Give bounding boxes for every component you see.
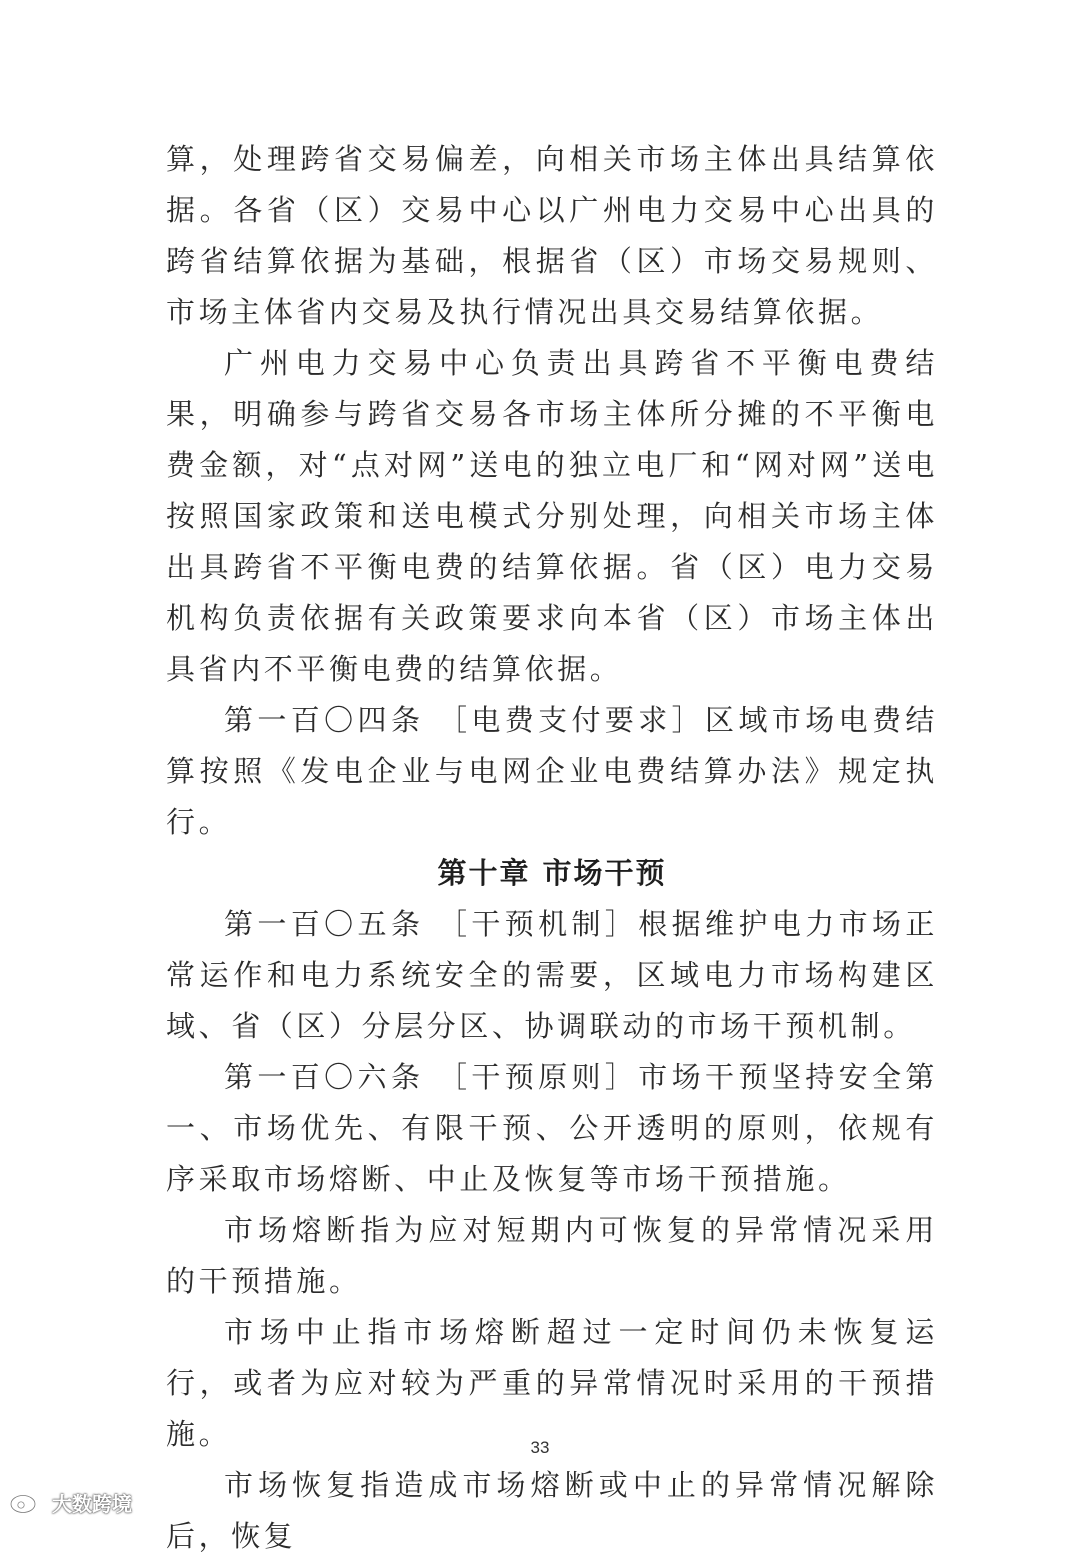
paragraph-article-105: 第一百〇五条 ［干预机制］根据维护电力市场正常运作和电力系统安全的需要，区域电力市场构建区域、省（区）分层分区、协调联动的市场干预机制。 — [166, 907, 938, 1043]
page-number: 33 — [530, 1438, 550, 1457]
paragraph-article-106: 第一百〇六条 ［干预原则］市场干预坚持安全第一、市场优先、有限干预、公开透明的原则，依规有序采取市场熔断、中止及恢复等市场干预措施。 — [166, 1060, 938, 1196]
chapter-title: 第十章 市场干预 — [437, 856, 667, 890]
document-body — [166, 134, 938, 1562]
watermark — [8, 1486, 132, 1518]
paragraph-article-104: 第一百〇四条 ［电费支付要求］区域市场电费结算按照《发电企业与电网企业电费结算办法》规定执行。 — [166, 703, 938, 839]
paragraph-market-suspension: 市场中止指市场熔断超过一定时间仍未恢复运行，或者为应对较为严重的异常情况时采用的干预措施。 — [166, 1315, 938, 1451]
watermark-text: 大数跨境 — [52, 1491, 132, 1516]
paragraph-settlement-basis: 算，处理跨省交易偏差，向相关市场主体出具结算依据。各省（区）交易中心以广州电力交易中心出具的跨省结算依据为基础，根据省（区）市场交易规则、市场主体省内交易及执行情况出具交易结算依据。 — [166, 142, 938, 329]
weibo-logo-icon — [8, 1489, 48, 1515]
paragraph-market-recovery: 市场恢复指造成市场熔断或中止的异常情况解除后，恢复 — [166, 1468, 938, 1553]
paragraph-imbalance-fee: 广州电力交易中心负责出具跨省不平衡电费结果，明确参与跨省交易各市场主体所分摊的不平衡电费金额，对“点对网”送电的独立电厂和“网对网”送电按照国家政策和送电模式分别处理，向相关市场主体出具跨省不平衡电费的结算依据。省（区）电力交易机构负责依据有关政策要求向本省（区）市场主体出具省内不平衡电费的结算依据。 — [166, 346, 938, 686]
paragraph-market-circuit-breaker: 市场熔断指为应对短期内可恢复的异常情况采用的干预措施。 — [166, 1213, 938, 1298]
